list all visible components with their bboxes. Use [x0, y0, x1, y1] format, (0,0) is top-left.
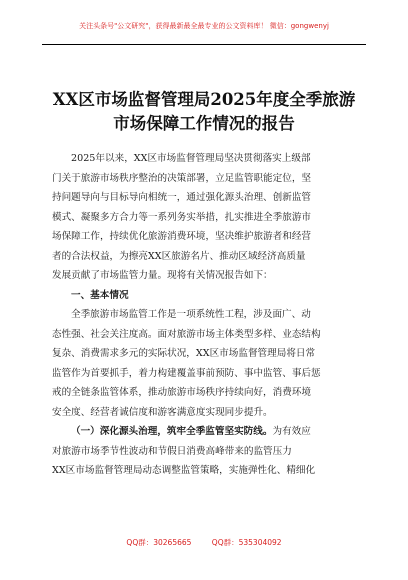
- header-promo-note: 关注头条号"公文研究"，获得最新最全最专业的公文资料库！ 微信：gongwenyj: [79, 22, 329, 30]
- paragraph-line: 场保障工作，持续优化旅游消费环境，坚决维护旅游者和经营: [52, 231, 312, 242]
- paragraph-line: 模式、凝聚多方合力等一系列务实举措，扎实推进全季旅游市: [52, 211, 312, 223]
- paragraph-line: 全季旅游市场监管工作是一项系统性工程，涉及面广、动: [71, 309, 311, 320]
- title-line-1: XX区市场监督管理局2025年度全季旅游: [52, 90, 356, 109]
- paragraph-line: 对旅游市场季节性波动和节假日消费高峰带来的监管压力: [52, 445, 292, 457]
- footer-qq-group-2: QQ群：535304092: [211, 538, 282, 547]
- paragraph-line: 2025年以来，XX区市场监督管理局坚决贯彻落实上级部: [71, 153, 311, 164]
- footer-qq-group-1: QQ群：30265665: [126, 538, 192, 547]
- paragraph-line: 安全度、经营者诚信度和游客满意度实现同步提升。: [52, 406, 273, 418]
- paragraph-line: 发展贡献了市场监管力量。现将有关情况报告如下：: [52, 270, 273, 281]
- paragraph-line: 者的合法权益，为擦亮XX区旅游名片、推动区域经济高质量: [52, 250, 306, 262]
- header-divider: [42, 44, 366, 45]
- paragraph-line: 门关于旅游市场秩序整治的决策部署，立足监管职能定位，坚: [52, 172, 312, 184]
- document-body: [52, 149, 356, 481]
- subsection-heading: （一）深化源头治理，筑牢全季监管坚实防线。: [71, 426, 273, 437]
- paragraph-line: 监管作为首要抓手，着力构建覆盖事前预防、事中监管、事后惩: [52, 367, 321, 379]
- page-footer: [0, 537, 408, 551]
- subsection-line: [52, 422, 356, 442]
- paragraph-line: 戒的全链条监管体系，推动旅游市场秩序持续向好，消费环境: [52, 387, 312, 398]
- paragraph-line: 持问题导向与目标导向相统一，通过强化源头治理、创新监管: [52, 192, 312, 203]
- document-title: [36, 88, 372, 136]
- paragraph-line: 复杂、消费需求多元的实际状况，XX区市场监督管理局将日常: [52, 348, 316, 359]
- section-heading: 一、基本情况: [71, 289, 129, 301]
- paragraph-line: XX区市场监督管理局动态调整监管策略，实施弹性化、精细化: [52, 465, 316, 476]
- paragraph-line: 态性强、社会关注度高。面对旅游市场主体类型多样、业态结构: [52, 328, 321, 340]
- title-line-2: 市场保障工作情况的报告: [113, 114, 295, 133]
- subsection-text: 为有效应: [272, 426, 311, 437]
- page-header: [0, 0, 408, 52]
